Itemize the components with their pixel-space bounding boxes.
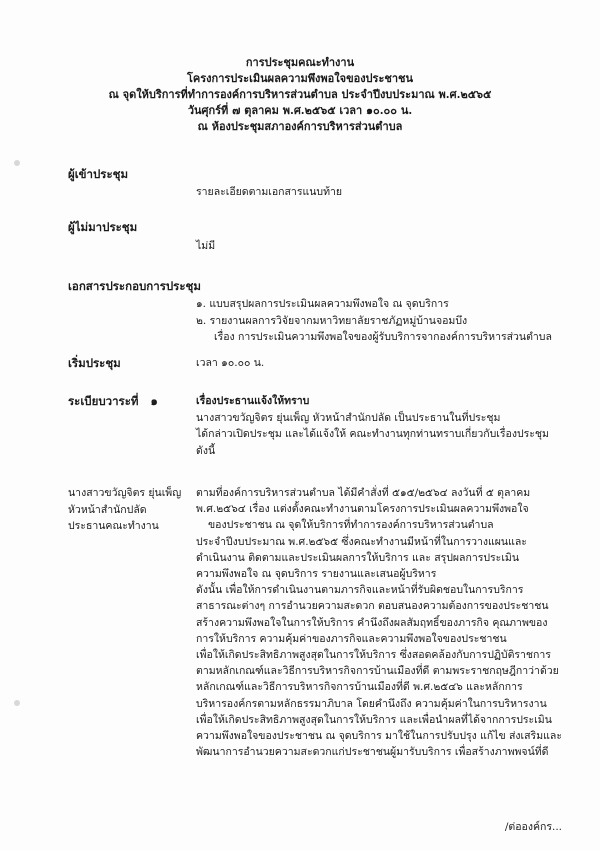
body-line: เพื่อให้เกิดประสิทธิภาพสูงสุดในการให้บริการ ซึ่งสอดคล้องกับการปฏิบัติราชการ xyxy=(196,649,551,662)
body-line: ประจำปีงบประมาณ พ.ศ.๒๕๖๕ ซึ่งคณะทำงานมีหน้าที่ในการวางแผนและ xyxy=(196,535,527,548)
agenda-1-label xyxy=(68,393,158,411)
agenda-label-text: ระเบียบวาระที่ xyxy=(68,394,139,408)
body-line: พัฒนาการอำนวยความสะดวกแก่ประชาชนผู้มารับบริการ เพื่อสร้างภาพพจน์ที่ดี xyxy=(196,746,549,759)
body-line: ดังนั้น เพื่อให้การดำเนินงานตามภารกิจและหน้าที่รับผิดชอบในการบริการ xyxy=(196,584,524,597)
header-line-3: ณ จุดให้บริการที่ทำการองค์การบริหารส่วนตำบล ประจำปีงบประมาณ พ.ศ.๒๕๖๕ xyxy=(108,88,492,101)
start-time: เวลา ๑๐.๐๐ น. xyxy=(196,357,265,369)
document-item: ๑. แบบสรุปผลการประเมินผลความพึงพอใจ ณ จุดบริการ xyxy=(196,298,449,310)
body-line: ตามหลักเกณฑ์และวิธีการบริหารกิจการบ้านเมืองที่ดี ตามพระราชกฤษฎีกาว่าด้วย xyxy=(196,665,559,678)
attendees-text: รายละเอียดตามเอกสารแนบท้าย xyxy=(196,186,343,198)
speaker-position: หัวหน้าสำนักปลัด xyxy=(68,503,147,516)
punch-hole-mark xyxy=(14,160,20,166)
start-body xyxy=(196,355,566,372)
agenda-1-body xyxy=(196,393,566,459)
meeting-header xyxy=(0,55,600,135)
agenda-line: ดังนี้ xyxy=(196,444,216,457)
attendees-label: ผู้เข้าประชุม xyxy=(68,167,129,181)
absentees-text: ไม่มี xyxy=(196,240,216,252)
documents-label: เอกสารประกอบการประชุม xyxy=(68,279,201,293)
body-line: เพื่อให้เกิดประสิทธิภาพสูงสุดในการให้บริการ และเพื่อนำผลที่ได้จากการประเมิน xyxy=(196,713,552,726)
agenda-line: ได้กล่าวเปิดประชุม และได้แจ้งให้ คณะทำงานทุกท่านทราบเกี่ยวกับเรื่องประชุม xyxy=(196,428,549,440)
body-line: พ.ศ.๒๕๖๔ เรื่อง แต่งตั้งคณะทำงานตามโครงการประเมินผลความพึงพอใจ xyxy=(196,503,529,516)
document-item: ๒. รายงานผลการวิจัยจากมหาวิทยาลัยราชภัฏหมู่บ้านจอมบึง xyxy=(196,314,468,327)
agenda-title: เรื่องประธานแจ้งให้ทราบ xyxy=(196,395,310,407)
speaker-role: ประธานคณะทำงาน xyxy=(68,520,159,532)
header-line-2: โครงการประเมินผลความพึงพอใจของประชาชน xyxy=(187,72,413,85)
body-line: หลักเกณฑ์และวิธีการบริหารกิจการบ้านเมืองที่ดี พ.ศ.๒๕๔๖ และหลักการ xyxy=(196,681,523,694)
document-subitem: เรื่อง การประเมินความพึงพอใจของผู้รับบริการจากองค์การบริหารส่วนตำบล xyxy=(214,331,552,343)
documents-body xyxy=(196,296,566,346)
attendees-body xyxy=(196,184,566,201)
start-label: เริ่มประชุม xyxy=(68,356,121,370)
body-line: สร้างความพึงพอใจในการให้บริการ คำนึงถึงผลสัมฤทธิ์ของภารกิจ คุณภาพของ xyxy=(196,616,548,629)
punch-hole-mark xyxy=(14,700,20,706)
header-line-5: ณ ห้องประชุมสภาองค์การบริหารส่วนตำบล xyxy=(197,120,403,133)
agenda-line: นางสาวขวัญจิตร ยุ่นเพ็ญ หัวหน้าสำนักปลัด เป็นประธานในที่ประชุม xyxy=(196,411,501,424)
body-line: การให้บริการ ความคุ้มค่าของภารกิจและความพึงพอใจของประชาชน xyxy=(196,632,507,645)
continuation-note: /ต่อองค์กร... xyxy=(504,821,562,833)
body-line: ความพึงพอใจ ณ จุดบริการ รายงานและเสนอผู้บริหาร xyxy=(196,568,437,581)
body-line: ตามที่องค์การบริหารส่วนตำบล ได้มีคำสั่งที่ ๕๑๕/๒๕๖๔ ลงวันที่ ๕ ตุลาคม xyxy=(196,487,531,499)
body-line: ความพึงพอใจของประชาชน ณ จุดบริการ มาใช้ในการปรับปรุง แก้ไข ส่งเสริมและ xyxy=(196,730,562,743)
absentees-label: ผู้ไม่มาประชุม xyxy=(68,220,138,234)
header-line-4: วันศุกร์ที่ ๗ ตุลาคม พ.ศ.๒๕๖๕ เวลา ๑๐.๐๐ น. xyxy=(187,104,413,117)
speaker-block xyxy=(68,485,193,535)
meeting-body-text xyxy=(196,485,568,760)
body-line: สาธารณะต่างๆ การอำนวยความสะดวก ตอบสนองความต้องการของประชาชน xyxy=(196,600,549,613)
agenda-number: ๑ xyxy=(150,394,158,408)
body-line: ของประชาชน ณ จุดให้บริการที่ทำการองค์การบริหารส่วนตำบล xyxy=(208,519,494,532)
header-line-1: การประชุมคณะทำงาน xyxy=(245,56,355,69)
absentees-body xyxy=(196,238,566,255)
body-line: บริหารองค์กรตามหลักธรรมาภิบาล โดยคำนึงถึง ความคุ้มค่าในการบริหารงาน xyxy=(196,697,547,710)
speaker-name: นางสาวขวัญจิตร ยุ่นเพ็ญ xyxy=(68,487,182,499)
body-line: ดำเนินงาน ติดตามและประเมินผลการให้บริการ และ สรุปผลการประเมิน xyxy=(196,551,520,564)
